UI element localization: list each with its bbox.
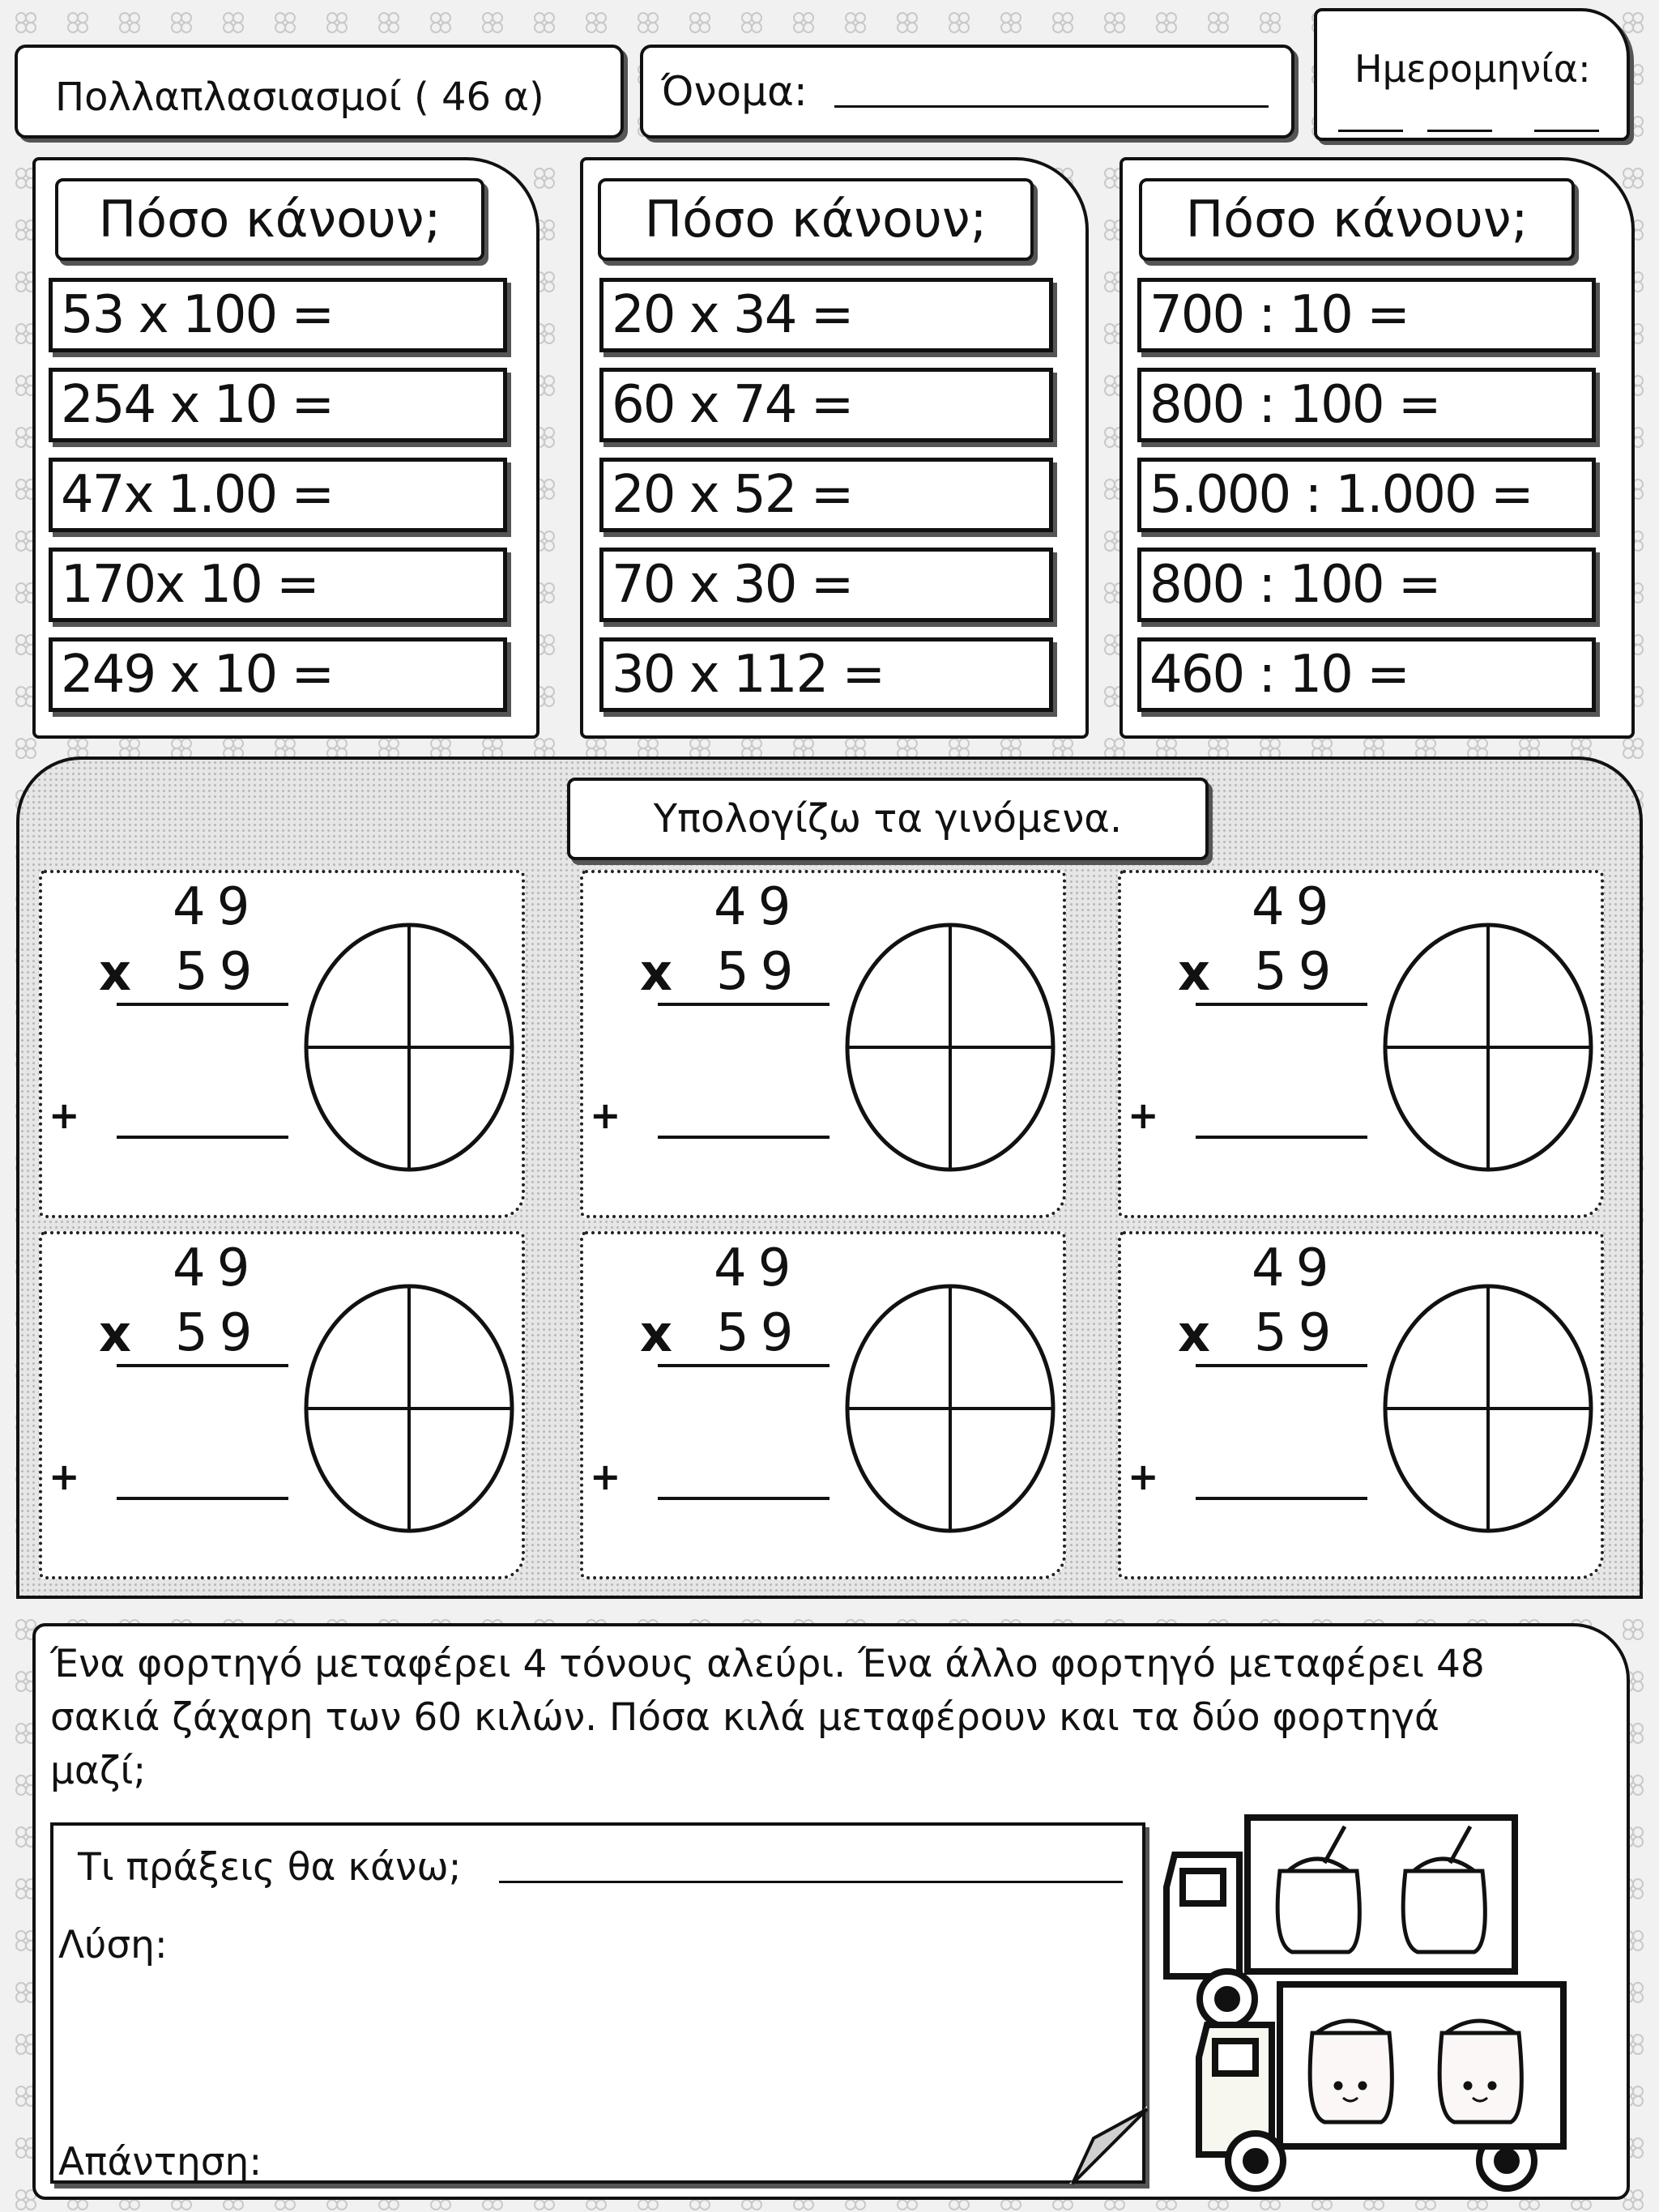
page-curl bbox=[1069, 2106, 1150, 2187]
multiplicand: 49 bbox=[714, 1238, 803, 1298]
answer-line[interactable] bbox=[117, 1497, 288, 1500]
equation-1-2[interactable]: 254 x 10 = bbox=[49, 368, 507, 442]
plus-sign: + bbox=[49, 1093, 80, 1137]
times-sign: x bbox=[1178, 1304, 1210, 1363]
multiplier: 59 bbox=[1254, 942, 1343, 1002]
place-value-circle-icon[interactable] bbox=[300, 918, 518, 1176]
column-title-1: Πόσο κάνουν; bbox=[55, 178, 484, 261]
equation-3-2[interactable]: 800 : 100 = bbox=[1137, 368, 1596, 442]
plus-sign: + bbox=[1128, 1093, 1159, 1137]
multiplier: 59 bbox=[175, 942, 264, 1002]
answer-line[interactable] bbox=[1196, 1136, 1367, 1139]
equation-2-1[interactable]: 20 x 34 = bbox=[599, 278, 1053, 352]
times-sign: x bbox=[99, 1304, 131, 1363]
date-year-line[interactable] bbox=[1534, 130, 1599, 132]
answer-line[interactable] bbox=[117, 1136, 288, 1139]
times-sign: x bbox=[99, 943, 131, 1002]
equation-1-4[interactable]: 170x 10 = bbox=[49, 548, 507, 622]
place-value-circle-icon[interactable] bbox=[841, 918, 1060, 1176]
product-line bbox=[117, 1003, 288, 1006]
times-sign: x bbox=[640, 943, 672, 1002]
operations-line[interactable] bbox=[499, 1881, 1123, 1883]
equation-3-1[interactable]: 700 : 10 = bbox=[1137, 278, 1596, 352]
problem-line-2: σακιά ζάχαρη των 60 κιλών. Πόσα κιλά μεταφέρουν και τα δύο φορτηγά bbox=[50, 1695, 1440, 1740]
multiplicand: 49 bbox=[173, 1238, 262, 1298]
plus-sign: + bbox=[590, 1093, 621, 1137]
operations-label: Τι πράξεις θα κάνω; bbox=[78, 1845, 462, 1890]
equation-1-5[interactable]: 249 x 10 = bbox=[49, 637, 507, 712]
product-line bbox=[658, 1003, 830, 1006]
equation-3-4[interactable]: 800 : 100 = bbox=[1137, 548, 1596, 622]
equation-1-3[interactable]: 47x 1.00 = bbox=[49, 458, 507, 532]
multiplication-title: Υπολογίζω τα γινόμενα. bbox=[567, 778, 1209, 860]
problem-line-3: μαζί; bbox=[50, 1749, 147, 1793]
product-line bbox=[1196, 1003, 1367, 1006]
times-sign: x bbox=[1178, 943, 1210, 1002]
place-value-circle-icon[interactable] bbox=[300, 1280, 518, 1537]
equation-1-1[interactable]: 53 x 100 = bbox=[49, 278, 507, 352]
multiplier: 59 bbox=[1254, 1303, 1343, 1363]
place-value-circle-icon[interactable] bbox=[841, 1280, 1060, 1537]
multiplicand: 49 bbox=[714, 877, 803, 937]
worksheet-title: Πολλαπλασιασμοί ( 46 α) bbox=[55, 75, 544, 120]
name-line[interactable] bbox=[834, 105, 1269, 108]
plus-sign: + bbox=[49, 1455, 80, 1498]
name-label: Όνομα: bbox=[661, 68, 808, 115]
equation-2-2[interactable]: 60 x 74 = bbox=[599, 368, 1053, 442]
plus-sign: + bbox=[590, 1455, 621, 1498]
equation-3-3[interactable]: 5.000 : 1.000 = bbox=[1137, 458, 1596, 532]
product-line bbox=[117, 1364, 288, 1367]
column-title-2: Πόσο κάνουν; bbox=[598, 178, 1034, 261]
place-value-circle-icon[interactable] bbox=[1379, 918, 1597, 1176]
equation-2-3[interactable]: 20 x 52 = bbox=[599, 458, 1053, 532]
date-label: Ημερομηνία: bbox=[1354, 47, 1591, 91]
plus-sign: + bbox=[1128, 1455, 1159, 1498]
product-line bbox=[658, 1364, 830, 1367]
answer-label: Απάντηση: bbox=[58, 2140, 262, 2184]
product-line bbox=[1196, 1364, 1367, 1367]
date-day-line[interactable] bbox=[1338, 130, 1403, 132]
place-value-circle-icon[interactable] bbox=[1379, 1280, 1597, 1537]
multiplier: 59 bbox=[716, 942, 805, 1002]
multiplier: 59 bbox=[716, 1303, 805, 1363]
column-title-3: Πόσο κάνουν; bbox=[1139, 178, 1575, 261]
times-sign: x bbox=[640, 1304, 672, 1363]
answer-line[interactable] bbox=[658, 1136, 830, 1139]
trucks-illustration bbox=[1150, 1782, 1588, 2195]
problem-line-1: Ένα φορτηγό μεταφέρει 4 τόνους αλεύρι. Ένα άλλο φορτηγό μεταφέρει 48 bbox=[50, 1642, 1485, 1686]
multiplicand: 49 bbox=[1252, 877, 1341, 937]
answer-line[interactable] bbox=[1196, 1497, 1367, 1500]
answer-line[interactable] bbox=[658, 1497, 830, 1500]
multiplier: 59 bbox=[175, 1303, 264, 1363]
equation-3-5[interactable]: 460 : 10 = bbox=[1137, 637, 1596, 712]
multiplicand: 49 bbox=[173, 877, 262, 937]
multiplicand: 49 bbox=[1252, 1238, 1341, 1298]
date-month-line[interactable] bbox=[1427, 130, 1492, 132]
equation-2-5[interactable]: 30 x 112 = bbox=[599, 637, 1053, 712]
solution-label: Λύση: bbox=[58, 1923, 168, 1967]
equation-2-4[interactable]: 70 x 30 = bbox=[599, 548, 1053, 622]
